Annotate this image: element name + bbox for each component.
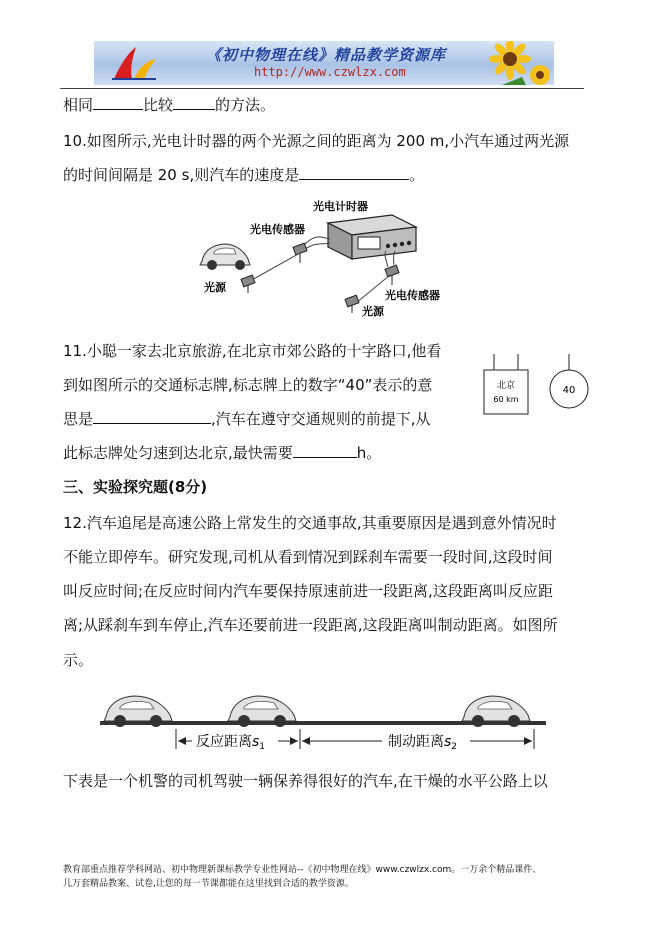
stopping-distance-figure [100,685,550,757]
q11-time-blank[interactable] [293,443,357,458]
q12-line6: 下表是一个机警的司机驾驶一辆保养得很好的汽车,在干燥的水平公路上以 [63,772,548,790]
header-divider [60,88,584,89]
q12-line4: 离;从踩刹车到车停止,汽车还要前进一段距离,这段距离叫制动距离。如图所 [63,616,558,634]
traffic-sign-figure [480,350,590,422]
distance-sign [484,370,528,414]
footer-line1: 教育部重点推荐学科网站、初中物理新课标教学专业性网站--《初中物理在线》www.czwlzx.com。一万余个精品课件、 [63,865,542,875]
q12-line2: 不能立即停车。研究发现,司机从看到情况到踩刹车需要一段时间,这段时间 [63,548,553,566]
prev-question-line: 相同 比较 的方法。 [63,96,276,114]
sunflower-icon [482,41,552,85]
q11-line2: 到如图所示的交通标志牌,标志牌上的数字“40”表示的意 [63,376,433,394]
source-bottom-icon [345,295,359,313]
sign-distance: 60 km [493,395,519,404]
braking-distance-label: 制动距离$s_2$ [388,734,458,752]
q10-line1: 10.如图所示,光电计时器的两个光源之间的距离为 200 m,小汽车通过两光源 [63,132,570,150]
q10-answer-blank[interactable] [299,165,409,180]
sign-speed: 40 [562,385,576,396]
section3-title: 三、实验探究题(8分) [63,478,208,496]
reaction-distance-label: 反应距离$s_1$ [196,734,266,752]
timer-label: 光电计时器 [313,200,368,213]
sensor-bottom-icon [385,265,399,285]
header-banner [94,41,554,85]
photoelectric-timer-figure [190,195,470,325]
sensor-label-bottom: 光电传感器 [385,289,440,302]
source-label-bottom: 光源 [362,305,384,318]
q11-line4: 此标志牌处匀速到达北京,最快需要 h。 [63,444,382,462]
q11-line1: 11.小聪一家去北京旅游,在北京市郊公路的十字路口,他看 [63,342,442,360]
q12-line3: 叫反应时间;在反应时间内汽车要保持原速前进一段距离,这段距离叫反应距 [63,582,553,600]
q10-line2: 的时间间隔是 20 s,则汽车的速度是 。 [63,166,425,184]
source-label-left: 光源 [204,281,226,294]
timer-box-icon [328,215,416,259]
q11-line3: 思是 ,汽车在遵守交通规则的前提下,从 [63,410,431,428]
footer-line2: 几万套精品教案、试卷,让您的每一节课都能在这里找到合适的教学资源。 [63,879,354,889]
sensor-label-top: 光电传感器 [250,223,305,236]
site-logo-icon [110,45,158,81]
q11-meaning-blank[interactable] [93,409,211,424]
sign-place: 北京 [496,381,516,391]
banner-title: 《初中物理在线》精品教学资源库 [206,46,447,64]
q12-line5: 示。 [63,651,94,669]
source-left-icon [241,275,255,293]
car-icon [200,244,250,270]
q12-line1: 12.汽车追尾是高速公路上常发生的交通事故,其重要原因是遇到意外情况时 [63,514,557,532]
banner-url[interactable]: http://www.czwlzx.com [254,65,406,79]
